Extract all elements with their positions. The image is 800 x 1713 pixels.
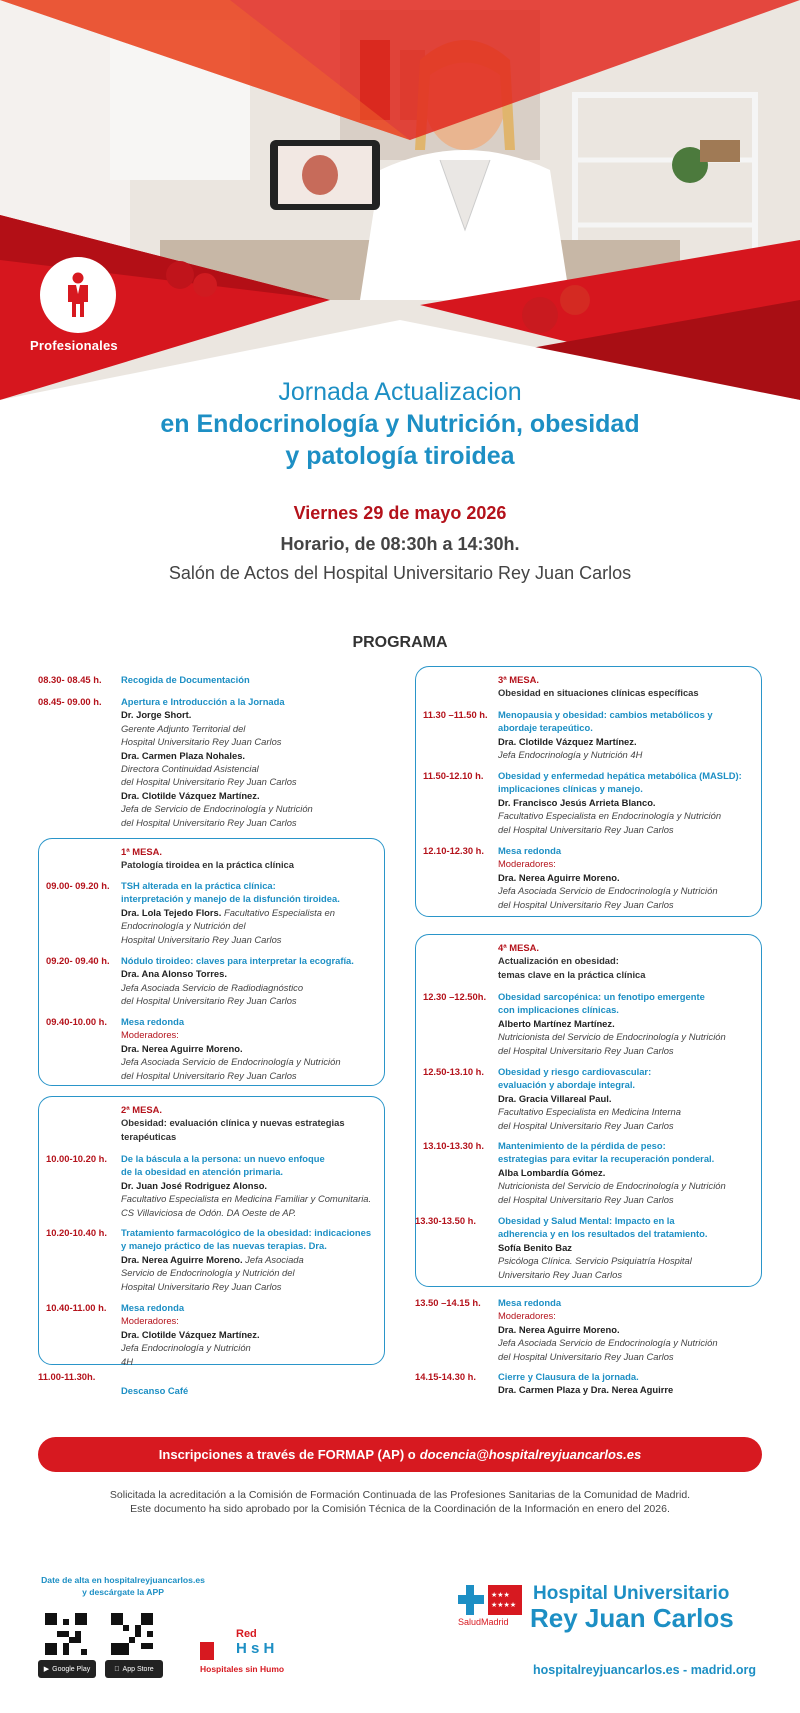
professional-icon-badge bbox=[40, 257, 116, 333]
item-time: 09.20- 09.40 h. bbox=[46, 955, 110, 966]
svg-text:★★★★: ★★★★ bbox=[491, 1601, 517, 1609]
speaker-affiliation: Psicóloga Clínica. Servicio Psiquiatría Hospital bbox=[498, 1255, 692, 1267]
speaker-affiliation: Servicio de Endocrinología y Nutrición del bbox=[121, 1267, 295, 1279]
speaker-affiliation: del Hospital Universitario Rey Juan Carlos bbox=[498, 1119, 674, 1131]
title-line-1: Jornada Actualizacion bbox=[278, 378, 522, 406]
website-link[interactable]: hospitalreyjuancarlos.es - madrid.org bbox=[533, 1663, 756, 1677]
session-label: 3ª MESA. bbox=[498, 674, 539, 685]
hospital-name-line-2: Rey Juan Carlos bbox=[530, 1603, 734, 1633]
smoke-logo-line-3: Hospitales sin Humo bbox=[200, 1664, 285, 1674]
item-title: Obesidad y enfermedad hepática metabólica (MASLD): bbox=[498, 770, 742, 781]
speaker-affiliation: Facultativo Especialista en Medicina Interna bbox=[498, 1106, 681, 1118]
speaker-affiliation: Directora Continuidad Asistencial bbox=[121, 763, 259, 775]
accreditation-line-2: Este documento ha sido aprobado por la Comisión Técnica de la Coordinación de la Información en enero del 2026. bbox=[130, 1503, 670, 1515]
item-title: Mesa redonda bbox=[498, 845, 562, 856]
google-play-badge[interactable] bbox=[38, 1660, 96, 1678]
session-subtitle: terapéuticas bbox=[121, 1130, 177, 1142]
speaker-affiliation: 4H bbox=[121, 1355, 133, 1367]
item-title: abordaje terapeútico. bbox=[498, 722, 593, 734]
title-line-3: y patología tiroidea bbox=[285, 442, 515, 470]
speaker-name: Dra. Clotilde Vázquez Martínez. bbox=[121, 1328, 260, 1340]
item-title: De la báscula a la persona: un nuevo enfoque bbox=[121, 1153, 325, 1164]
item-title: interpretación y manejo de la disfunción tiroidea. bbox=[121, 893, 340, 905]
hospital-logo bbox=[458, 1579, 768, 1639]
item-time: 13.30-13.50 h. bbox=[415, 1215, 476, 1226]
session-subtitle: Obesidad: evaluación clínica y nuevas estrategias bbox=[121, 1117, 345, 1129]
madrid-flag-icon bbox=[200, 1642, 214, 1660]
session-subtitle: Obesidad en situaciones clínicas específicas bbox=[498, 687, 699, 699]
session-label: 4ª MESA. bbox=[498, 942, 539, 953]
hero-banner bbox=[0, 0, 800, 400]
session-label: 1ª MESA. bbox=[121, 846, 162, 857]
registration-email-link[interactable]: docencia@hospitalreyjuancarlos.es bbox=[419, 1447, 642, 1462]
speaker-affiliation: Jefa Asociada Servicio de Endocrinología y Nutrición bbox=[498, 1337, 718, 1349]
speaker-affiliation: Jefa Endocrinología y Nutrición 4H bbox=[498, 749, 643, 761]
speaker-affiliation: Hospital Universitario Rey Juan Carlos bbox=[121, 933, 282, 945]
item-title: Menopausia y obesidad: cambios metabólicos y bbox=[498, 709, 713, 720]
google-play-label: Google Play bbox=[52, 1665, 91, 1673]
speaker-affiliation: Facultativo Especialista en Endocrinología y Nutrición bbox=[498, 810, 722, 822]
speaker-name: Dr. Francisco Jesús Arrieta Blanco. bbox=[498, 796, 656, 808]
apple-icon bbox=[114, 1666, 119, 1673]
speaker-name: Dra. Nerea Aguirre Moreno. bbox=[498, 871, 620, 883]
event-date: Viernes 29 de mayo 2026 bbox=[293, 503, 507, 523]
speaker-affiliation: del Hospital Universitario Rey Juan Carlos bbox=[498, 1350, 674, 1362]
speaker-affiliation: del Hospital Universitario Rey Juan Carlos bbox=[121, 1069, 297, 1081]
item-time: 13.10-13.30 h. bbox=[423, 1140, 484, 1151]
speaker-affiliation: Jefa Asociada Servicio de Radiodiagnóstico bbox=[121, 981, 304, 993]
speaker-affiliation: Jefa de Servicio de Endocrinología y Nutrición bbox=[121, 803, 313, 815]
speaker-name: Dra. Nerea Aguirre Moreno. bbox=[498, 1323, 620, 1335]
hero-photo bbox=[0, 0, 800, 400]
event-title bbox=[0, 376, 800, 472]
item-title: Mesa redonda bbox=[498, 1297, 562, 1308]
speaker-affiliation: Facultativo Especialista en bbox=[223, 906, 335, 918]
item-title: Mantenimiento de la pérdida de peso: bbox=[498, 1140, 666, 1151]
item-time: 13.50 –14.15 h. bbox=[415, 1297, 481, 1308]
item-title: Obesidad y riesgo cardiovascular: bbox=[498, 1066, 652, 1077]
item-time: 09.40-10.00 h. bbox=[46, 1016, 107, 1027]
session-subtitle: temas clave en la práctica clínica bbox=[498, 968, 646, 980]
title-line-2: en Endocrinología y Nutrición, obesidad bbox=[160, 410, 640, 438]
moderators-label: Moderadores: bbox=[121, 1315, 179, 1327]
svg-text:★★★: ★★★ bbox=[491, 1591, 510, 1599]
item-time: 11.00-11.30h. bbox=[38, 1371, 96, 1382]
app-promo-line-2: y descárgate la APP bbox=[82, 1587, 164, 1597]
item-title: implicaciones clínicas y manejo. bbox=[498, 783, 643, 795]
item-title: Nódulo tiroideo: claves para interpretar la ecografía. bbox=[121, 955, 354, 966]
app-store-label: App Store bbox=[119, 1665, 152, 1673]
item-time: 11.50-12.10 h. bbox=[423, 770, 484, 781]
item-title: Apertura e Introducción a la Jornada bbox=[121, 696, 285, 707]
speaker-name: Sofía Benito Baz bbox=[498, 1241, 572, 1253]
speaker-affiliation: CS Villaviciosa de Odón. DA Oeste de AP. bbox=[121, 1206, 297, 1218]
speaker-affiliation: Facultativo Especialista en Medicina Familiar y Comunitaria. bbox=[121, 1193, 372, 1205]
speaker-name: Dra. Nerea Aguirre Moreno. bbox=[121, 1042, 243, 1054]
smoke-logo-line-1: Red bbox=[236, 1628, 257, 1640]
item-title: evaluación y abordaje integral. bbox=[498, 1079, 636, 1091]
item-title: Obesidad y Salud Mental: Impacto en la bbox=[498, 1215, 675, 1226]
speaker-affiliation: Jefa Endocrinología y Nutrición bbox=[121, 1342, 251, 1354]
item-time: 09.00- 09.20 h. bbox=[46, 880, 110, 891]
speaker-affiliation: del Hospital Universitario Rey Juan Carlos bbox=[121, 995, 297, 1007]
audience-label: Profesionales bbox=[30, 338, 118, 353]
speaker-name: Dra. Carmen Plaza Nohales. bbox=[121, 749, 246, 761]
speaker-affiliation: del Hospital Universitario Rey Juan Carlos bbox=[121, 816, 297, 828]
speaker-affiliation: del Hospital Universitario Rey Juan Carlos bbox=[498, 823, 674, 835]
item-time: 14.15-14.30 h. bbox=[415, 1371, 476, 1382]
speaker-affiliation: Endocrinología y Nutrición del bbox=[121, 920, 246, 932]
speaker-affiliation: del Hospital Universitario Rey Juan Carlos bbox=[498, 1193, 674, 1205]
item-title: Mesa redonda bbox=[121, 1302, 185, 1313]
item-time: 11.30 –11.50 h. bbox=[423, 709, 488, 720]
smoke-free-hospitals-logo bbox=[200, 1628, 300, 1678]
speaker-name: Dra. Carmen Plaza y Dra. Nerea Aguirre bbox=[498, 1384, 674, 1396]
speaker-affiliation: Jefa Asociada Servicio de Endocrinología y Nutrición bbox=[498, 885, 718, 897]
item-title: y manejo práctico de las nuevas terapias. Dra. bbox=[121, 1240, 327, 1252]
session-label: 2ª MESA. bbox=[121, 1104, 162, 1115]
speaker-name: Alberto Martínez Martínez. bbox=[498, 1017, 615, 1029]
moderators-label: Moderadores: bbox=[498, 1310, 556, 1322]
item-title: Descanso Café bbox=[121, 1385, 189, 1396]
play-icon: ▶ bbox=[43, 1666, 50, 1673]
item-time: 12.30 –12.50h. bbox=[423, 991, 487, 1002]
moderators-label: Moderadores: bbox=[498, 858, 556, 870]
speaker-name: Dr. Jorge Short. bbox=[121, 709, 192, 721]
person-icon bbox=[63, 272, 93, 318]
item-title: TSH alterada en la práctica clínica: bbox=[121, 880, 276, 891]
item-title: Tratamiento farmacológico de la obesidad: indicaciones bbox=[121, 1227, 372, 1238]
item-title: Recogida de Documentación bbox=[121, 674, 250, 685]
app-promo-line-1: Date de alta en hospitalreyjuancarlos.es bbox=[41, 1575, 205, 1585]
speaker-affiliation: Nutricionista del Servicio de Endocrinología y Nutrición bbox=[498, 1180, 726, 1192]
registration-banner[interactable] bbox=[38, 1437, 762, 1472]
speaker-affiliation: Nutricionista del Servicio de Endocrinología y Nutrición bbox=[498, 1031, 726, 1043]
hospital-name-line-1: Hospital Universitario bbox=[533, 1583, 730, 1604]
speaker-name: Dra. Gracia Villareal Paul. bbox=[498, 1092, 612, 1104]
qr-code-app-store[interactable] bbox=[111, 1613, 153, 1655]
item-title: Cierre y Clausura de la jornada. bbox=[498, 1371, 639, 1382]
accreditation-note bbox=[0, 1488, 800, 1516]
speaker-name: Dra. Clotilde Vázquez Martínez. bbox=[121, 789, 260, 801]
salud-madrid-logo-icon bbox=[458, 1583, 524, 1617]
session-subtitle: Actualización en obesidad: bbox=[498, 955, 619, 967]
speaker-name: Dra. Nerea Aguirre Moreno. bbox=[121, 1253, 243, 1265]
session-subtitle: Patología tiroidea en la práctica clínica bbox=[121, 859, 294, 871]
item-title: adherencia y en los resultados del tratamiento. bbox=[498, 1228, 708, 1240]
program-heading: PROGRAMA bbox=[352, 634, 448, 651]
moderators-label: Moderadores: bbox=[121, 1029, 179, 1041]
speaker-affiliation: Universitario Rey Juan Carlos bbox=[498, 1268, 623, 1280]
item-title: de la obesidad en atención primaria. bbox=[121, 1166, 284, 1178]
speaker-name: Dra. Ana Alonso Torres. bbox=[121, 968, 227, 980]
item-title: con implicaciones clínicas. bbox=[498, 1004, 619, 1016]
item-time: 12.50-13.10 h. bbox=[423, 1066, 484, 1077]
item-time: 10.00-10.20 h. bbox=[46, 1153, 107, 1164]
item-time: 10.40-11.00 h. bbox=[46, 1302, 107, 1313]
item-time: 10.20-10.40 h. bbox=[46, 1227, 107, 1238]
speaker-name: Dra. Clotilde Vázquez Martínez. bbox=[498, 735, 637, 747]
app-store-badge[interactable] bbox=[105, 1660, 163, 1678]
accreditation-line-1: Solicitada la acreditación a la Comisión de Formación Continuada de las Profesiones Sanitarias de la Comunidad de Madrid. bbox=[109, 1489, 691, 1501]
item-title: estrategias para evitar la recuperación ponderal. bbox=[498, 1153, 715, 1165]
speaker-name: Dra. Lola Tejedo Flors. bbox=[121, 906, 222, 918]
event-hours: Horario, de 08:30h a 14:30h. bbox=[280, 534, 520, 554]
item-time: 12.10-12.30 h. bbox=[423, 845, 484, 856]
speaker-name: Dr. Juan José Rodriguez Alonso. bbox=[121, 1179, 268, 1191]
speaker-affiliation: del Hospital Universitario Rey Juan Carlos bbox=[498, 898, 674, 910]
item-title: Mesa redonda bbox=[121, 1016, 185, 1027]
item-time: 08.30- 08.45 h. bbox=[38, 674, 102, 685]
event-venue: Salón de Actos del Hospital Universitario Rey Juan Carlos bbox=[168, 563, 632, 583]
salud-madrid-label: SaludMadrid bbox=[458, 1617, 509, 1627]
speaker-affiliation: Jefa Asociada bbox=[245, 1253, 304, 1265]
speaker-affiliation: Hospital Universitario Rey Juan Carlos bbox=[121, 1280, 282, 1292]
registration-text: Inscripciones a través de FORMAP (AP) o bbox=[158, 1447, 416, 1462]
speaker-affiliation: del Hospital Universitario Rey Juan Carlos bbox=[121, 776, 297, 788]
speaker-affiliation: Hospital Universitario Rey Juan Carlos bbox=[121, 736, 282, 748]
speaker-name: Alba Lombardía Gómez. bbox=[498, 1166, 606, 1178]
smoke-logo-line-2: H s H bbox=[236, 1640, 275, 1657]
app-promo-text bbox=[38, 1574, 208, 1598]
speaker-affiliation: Gerente Adjunto Territorial del bbox=[121, 722, 246, 734]
speaker-affiliation: del Hospital Universitario Rey Juan Carlos bbox=[498, 1044, 674, 1056]
item-title: Obesidad sarcopénica: un fenotipo emergente bbox=[498, 991, 705, 1002]
speaker-affiliation: Jefa Asociada Servicio de Endocrinología y Nutrición bbox=[121, 1056, 341, 1068]
item-time: 08.45- 09.00 h. bbox=[38, 696, 102, 707]
qr-code-google-play[interactable] bbox=[45, 1613, 87, 1655]
